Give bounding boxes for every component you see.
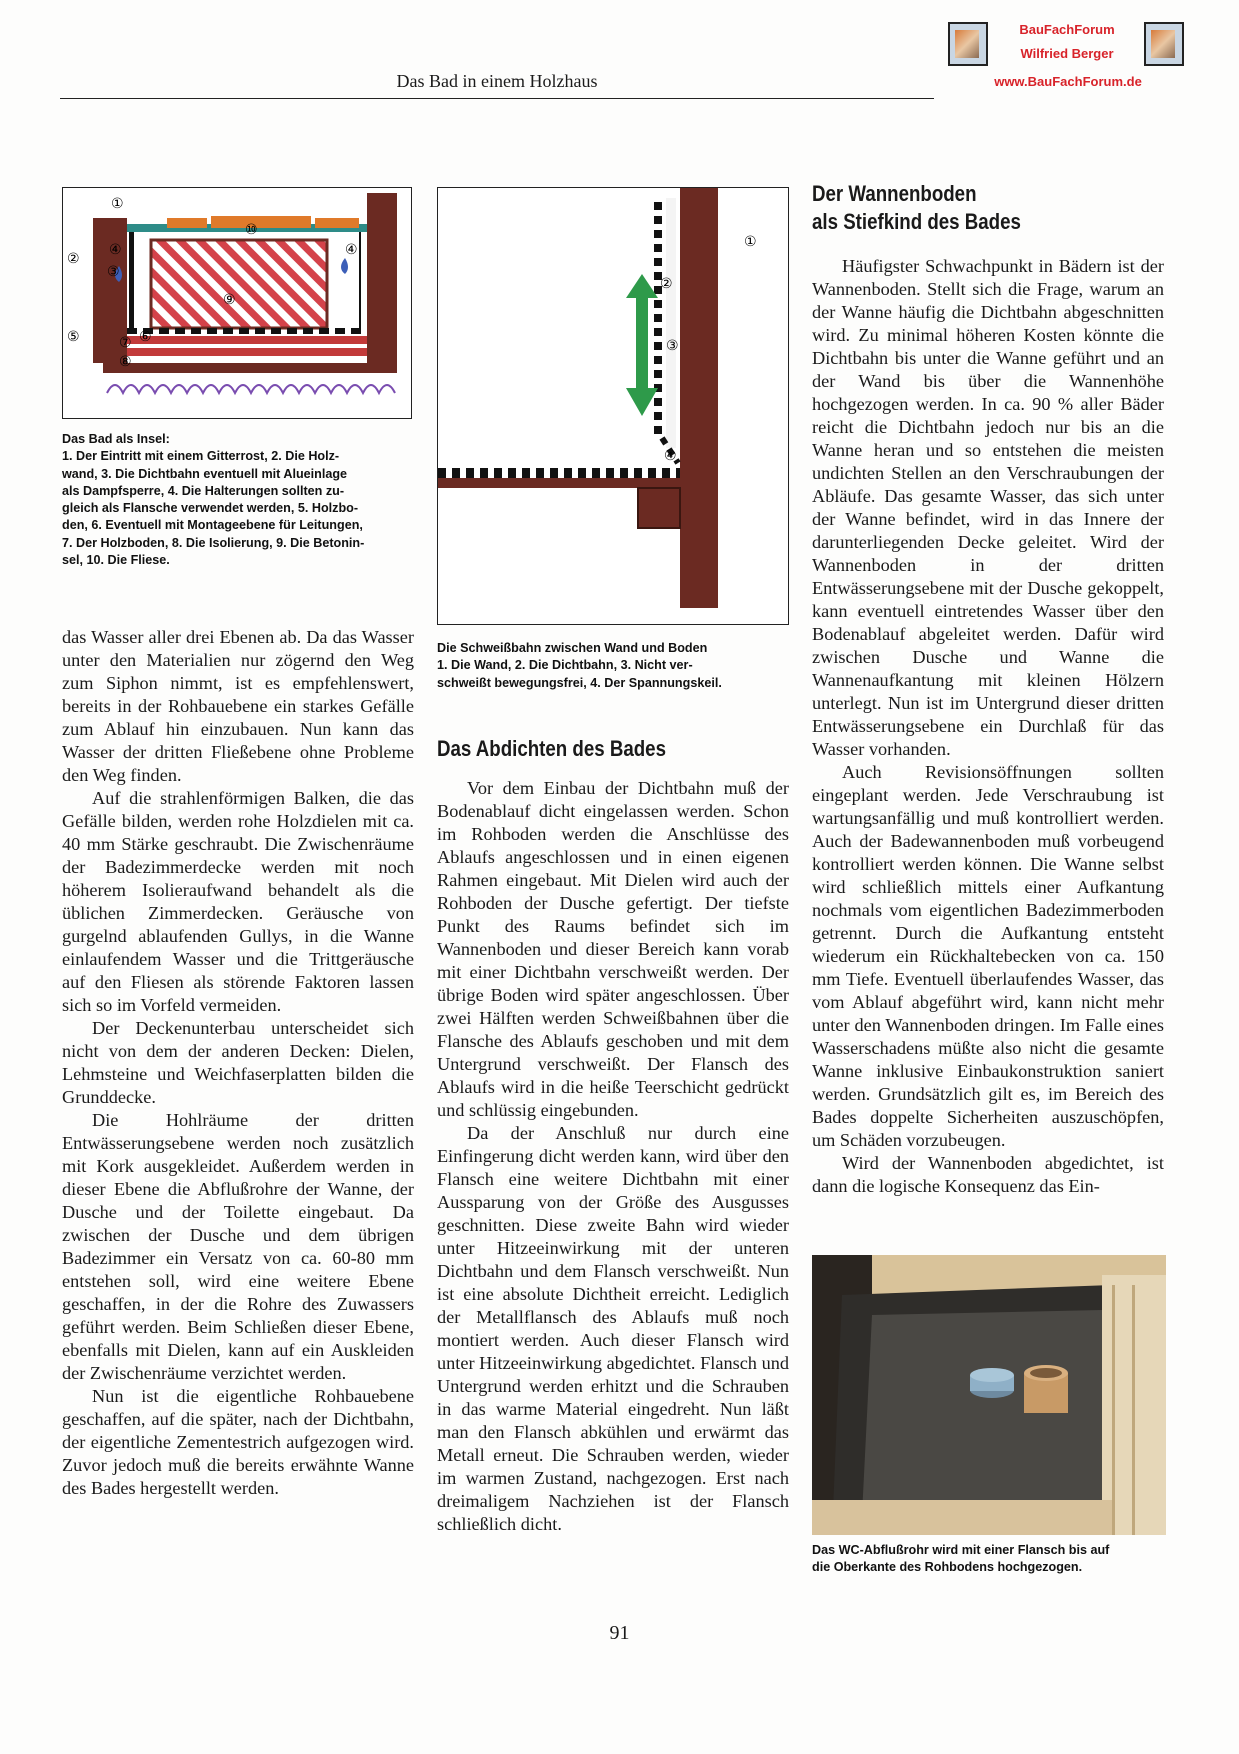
label-2: ② xyxy=(67,250,80,266)
caption-line: wand, 3. Die Dichtbahn eventuell mit Alueinlage xyxy=(62,466,348,481)
label-2: ② xyxy=(660,275,673,291)
paragraph: Auf die strahlenförmigen Balken, die das Gefälle bilden, werden rohe Holzdielen mit ca. 40 mm Stärke geschraubt. Die Zwischenräume der Badezimmerdecke werden mit noch höherem Isolieraufwand behandelt als die üblichen Zimmerdecken. Geräusche von gurgelnd ablaufenden Gullys, in die Wanne einlaufendem Wasser und die Trittgeräusche auf den Fliesen als störende Faktoren lassen sich so im Vorfeld vermeiden. xyxy=(62,788,414,1015)
label-1: ① xyxy=(111,195,124,211)
label-5: ⑤ xyxy=(67,328,80,344)
label-3: ③ xyxy=(666,337,679,353)
movement-arrow xyxy=(626,274,658,416)
paragraph: Der Deckenunterbau unterscheidet sich nicht von dem der anderen Decken: Dielen, Lehmsteine und Weichfaserplatten bilden die Grunddecke. xyxy=(62,1018,414,1107)
figure-weld-membrane xyxy=(437,187,789,625)
logo-picture-right xyxy=(1144,22,1184,66)
label-4a: ④ xyxy=(109,241,122,257)
concrete-island xyxy=(151,240,327,328)
paragraph: Wird der Wannenboden abgedichtet, ist dann die logische Konsequenz das Ein- xyxy=(812,1153,1164,1196)
label-10: ⑩ xyxy=(245,221,258,237)
paragraph: das Wasser aller drei Ebenen ab. Da das Wasser unter den Materialien nur zögernd den Weg zum Siphon nimmt, ist es empfehlenswert, bereits in der Rohbauebene ein starkes Gefälle zum Ablauf hin einzubauen. Nun kann das Wasser der dritten Fließebene ohne Probleme den Weg finden. xyxy=(62,627,414,785)
section-heading-tub-floor xyxy=(812,180,1152,236)
insulation xyxy=(107,385,395,393)
paragraph: Da der Anschluß nur durch eine Einfingerung dicht werden kann, wird über den Flansch eine weitere Dichtbahn mit einer Aussparung von der Größe des Ausgusses geschnitten. Diese zweite Bahn wird wieder unter Hitzeeinwirkung mit der unteren Dichtbahn und dem Flansch verschweißt. Nun ist eine absolute Dichtheit erreicht. Lediglich der Metallflansch des Ablaufs muß noch montiert werden. Auch dieser Flansch wird unter Hitzeeinwirkung abgedichtet. Flansch und Untergrund werden erhitzt und die Schrauben in das warme Material eingedreht. Nun läßt man den Flansch abkühlen und erwärmt das Metall erneut. Die Schrauben werden, wieder im warmen Zustand, nachgezogen. Erst nach dreimaligem Nachziehen ist der Flansch schließlich dicht. xyxy=(437,1123,789,1534)
paragraph: Auch Revisionsöffnungen sollten eingeplant werden. Jede Verschraubung ist wartungsanfällig und muß kontrolliert werden. Auch der Badewannenboden muß vorbeugend kontrolliert werden können. Die Wanne selbst wird schließlich mittels einer Aufkantung nochmals vom eigentlichen Badezimmerboden getrennt. Durch die Aufkantung entsteht wiederum ein Rückhaltebecken von ca. 150 mm Tiefe. Eventuell überlaufendes Wasser, das vom Ablauf abgeführt wird, kann nicht mehr unter den Wannenboden dringen. Im Falle eines Wasserschadens müßte also nicht die gesamte Wanne inklusive Einbaukonstruktion saniert werden. Grundsätzlich gilt es, im Bereich des Bades doppelte Sicherheiten auszuschöpfen, um Schäden vorzubeugen. xyxy=(812,762,1164,1150)
caption-line: Das WC-Abflußrohr wird mit einer Flansch bis auf xyxy=(812,1543,1110,1557)
figure-bathroom-island-drawing xyxy=(63,188,411,418)
caption-line: Das Bad als Insel: xyxy=(62,432,170,446)
label-3: ③ xyxy=(107,263,120,279)
photo-wc-drain-image xyxy=(812,1255,1166,1535)
column1-text xyxy=(62,626,414,1500)
caption-line: 7. Der Holzboden, 8. Die Isolierung, 9. Die Betonin- xyxy=(62,535,365,550)
caption-line: schweißt bewegungsfrei, 4. Der Spannungskeil. xyxy=(437,675,722,690)
caption-line: Die Schweißbahn zwischen Wand und Boden xyxy=(437,641,708,655)
baufachforum-logo xyxy=(948,18,1200,98)
label-1: ① xyxy=(744,233,757,249)
paragraph: Die Hohlräume der dritten Entwässerungsebene werden noch zusätzlich mit Kork ausgekleidet. Außerdem werden in dieser Ebene die Abflußrohre der Wanne, der Dusche und der Toilette eingebaut. Da zwischen der Dusche und dem übrigen Badezimmer ein Versatz von ca. 60-80 mm entstehen soll, wird eine weitere Ebene geschaffen, in der die Rohre des Zuwassers geführt werden. Beim Schließen dieser Ebene, ebenfalls mit Dielen, kann auf ein Auskleiden der Zwischenräume verzichtet werden. xyxy=(62,1110,414,1383)
figure-bathroom-island xyxy=(62,187,412,419)
label-6: ⑥ xyxy=(139,328,152,344)
header-rule xyxy=(60,98,934,99)
logo-owner: Wilfried Berger xyxy=(1020,46,1114,61)
photo-wc-drain xyxy=(812,1255,1166,1535)
paragraph: Häufigster Schwachpunkt in Bädern ist der Wannenboden. Stellt sich die Frage, warum an der Wanne häufig die Dichtbahn abgeschnitten wird. Zu minimal höheren Kosten könnte die Dichtbahn bis unter die Wanne geführt und an der Wand bis über die Wannenhöhe hochgezogen werden. In ca. 90 % aller Bäder reicht die Dichtbahn jedoch nur bis an die Wanne heran und so entstehen die meisten undichten Stellen an den Verschraubungen der Abläufe. Das gesamte Wasser, das sich unter der Wanne befindet, wird in das Innere der darunterliegenden Decke geleitet. Wird der Wannenboden in der dritten Entwässerungsebene mit der Dusche gekoppelt, kann eventuell eintretendes Wasser über den Bodenablauf abgeleitet werden. Dafür wird zwischen Dusche und Wanne die Wannenaufkantung mit kleinen Hölzern unterlegt. Nun ist im Untergrund dieser dritten Entwässerungsebene ein Durchlaß für das Wasser vorhanden. xyxy=(812,256,1164,759)
page-number: 91 xyxy=(609,1622,630,1644)
figure2-caption xyxy=(437,640,797,692)
label-8: ⑧ xyxy=(119,353,132,369)
figure3-caption xyxy=(812,1542,1172,1577)
column3-text xyxy=(812,255,1164,1198)
paragraph: Nun ist die eigentliche Rohbauebene geschaffen, auf die später, nach der Dichtbahn, der eigentliche Zementestrich aufgezogen wird. Zuvor jedoch muß die bereits erwähnte Wanne des Bades hergestellt werden. xyxy=(62,1386,414,1498)
label-4b: ④ xyxy=(345,241,358,257)
logo-url: www.BauFachForum.de xyxy=(994,74,1142,89)
caption-line: den, 6. Eventuell mit Montageebene für Leitungen, xyxy=(62,518,363,533)
tile xyxy=(211,216,311,228)
label-7: ⑦ xyxy=(119,334,132,350)
label-9: ⑨ xyxy=(223,291,236,307)
caption-line: als Dampfsperre, 4. Die Halterungen sollten zu- xyxy=(62,483,345,498)
wall xyxy=(680,188,718,608)
caption-line: 1. Die Wand, 2. Die Dichtbahn, 3. Nicht ver- xyxy=(437,658,693,673)
label-4: ④ xyxy=(664,447,677,463)
caption-line: 1. Der Eintritt mit einem Gitterrost, 2. Die Holz- xyxy=(62,449,340,464)
figure-weld-membrane-drawing xyxy=(438,188,788,624)
column2-text xyxy=(437,777,789,1536)
running-title: Das Bad in einem Holzhaus xyxy=(396,71,598,91)
section-heading-sealing: Das Abdichten des Bades xyxy=(437,736,666,761)
caption-line: gleich als Flansche verwendet werden, 5. Holzbo- xyxy=(62,501,359,516)
caption-line: sel, 10. Die Fliese. xyxy=(62,553,170,568)
heading-line: als Stiefkind des Bades xyxy=(812,209,1021,234)
heading-line: Der Wannenboden xyxy=(812,181,977,206)
logo-name: BauFachForum xyxy=(1019,22,1115,37)
logo-picture-left xyxy=(948,22,988,66)
figure1-caption xyxy=(62,431,416,569)
right-wall xyxy=(367,193,397,363)
paragraph: Vor dem Einbau der Dichtbahn muß der Bodenablauf dicht eingelassen werden. Schon im Rohboden werden die Anschlüsse des Ablaufs angeschlossen und in einen eigenen Rahmen eingebaut. Mit Dielen wird auch der Rohboden der Dusche gefertigt. Der tiefste Punkt des Raums befindet sich im Wannenboden und dieser Bereich kann vorab mit einer Dichtbahn verschweißt werden. Der übrige Boden wird später angeschlossen. Über zwei Hälften werden Schweißbahnen über die Flansche des Ablaufs geschoben und mit dem Untergrund verschweißt. Der Flansch des Ablaufs wird in die heiße Teerschicht gedrückt und schlüssig eingebunden. xyxy=(437,778,789,1120)
caption-line: die Oberkante des Rohbodens hochgezogen. xyxy=(812,1560,1083,1575)
